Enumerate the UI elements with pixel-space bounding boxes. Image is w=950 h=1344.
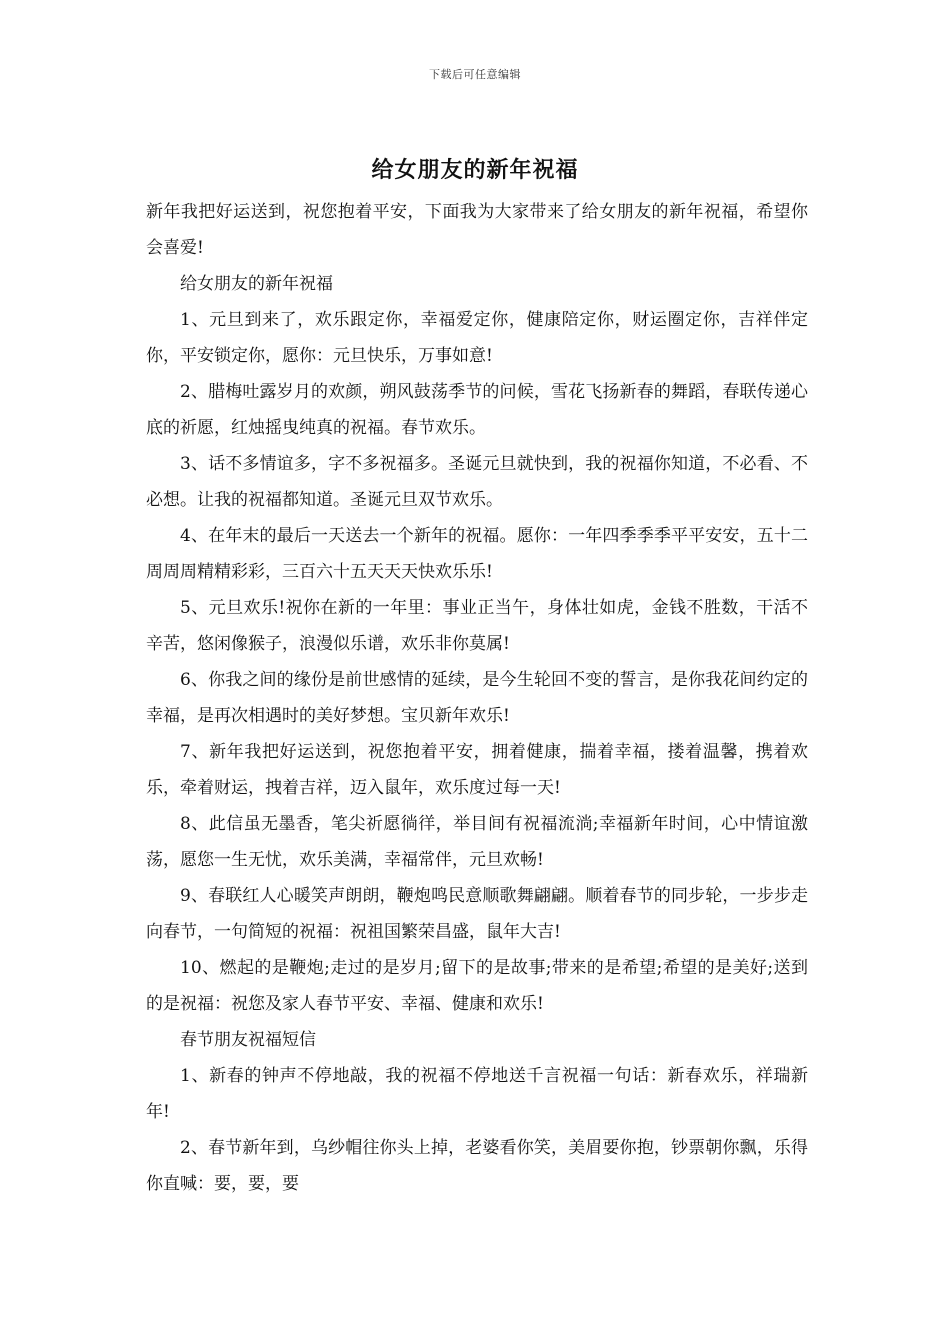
intro-paragraph: 新年我把好运送到，祝您抱着平安，下面我为大家带来了给女朋友的新年祝福，希望你会喜爱! bbox=[146, 202, 808, 258]
wish-item-2: 2、腊梅吐露岁月的欢颜，朔风鼓荡季节的问候，雪花飞扬新春的舞蹈，春联传递心底的祈愿，红烛摇曳纯真的祝福。春节欢乐。 bbox=[146, 382, 808, 438]
sms-item-1: 1、新春的钟声不停地敲，我的祝福不停地送千言祝福一句话：新春欢乐，祥瑞新年! bbox=[146, 1066, 808, 1122]
document-title: 给女朋友的新年祝福 bbox=[371, 157, 579, 183]
wish-item-4: 4、在年末的最后一天送去一个新年的祝福。愿你：一年四季季季平平安安，五十二周周周精精彩彩，三百六十五天天天快欢乐乐! bbox=[146, 526, 808, 582]
wish-item-10: 10、燃起的是鞭炮;走过的是岁月;留下的是故事;带来的是希望;希望的是美好;送到的是祝福：祝您及家人春节平安、幸福、健康和欢乐! bbox=[146, 958, 808, 1014]
section-heading-girlfriend-wishes: 给女朋友的新年祝福 bbox=[180, 274, 333, 294]
section-heading-friend-sms: 春节朋友祝福短信 bbox=[180, 1030, 316, 1050]
sms-item-2: 2、春节新年到，乌纱帽往你头上掉，老婆看你笑，美眉要你抱，钞票朝你飘，乐得你直喊：要，要，要 bbox=[146, 1138, 808, 1194]
wish-item-8: 8、此信虽无墨香，笔尖祈愿徜徉，举目间有祝福流淌;幸福新年时间，心中情谊激荡，愿您一生无忧，欢乐美满，幸福常伴，元旦欢畅! bbox=[146, 814, 808, 870]
wish-item-5: 5、元旦欢乐!祝你在新的一年里：事业正当午，身体壮如虎，金钱不胜数，干活不辛苦，悠闲像猴子，浪漫似乐谱，欢乐非你莫属! bbox=[146, 598, 808, 654]
wish-item-9: 9、春联红人心暖笑声朗朗，鞭炮鸣民意顺歌舞翩翩。顺着春节的同步轮，一步步走向春节，一句简短的祝福：祝祖国繁荣昌盛，鼠年大吉! bbox=[146, 886, 808, 942]
wish-item-6: 6、你我之间的缘份是前世感情的延续，是今生轮回不变的誓言，是你我花间约定的幸福，是再次相遇时的美好梦想。宝贝新年欢乐! bbox=[146, 670, 808, 726]
wish-item-3: 3、话不多情谊多，字不多祝福多。圣诞元旦就快到，我的祝福你知道，不必看、不必想。让我的祝福都知道。圣诞元旦双节欢乐。 bbox=[146, 454, 808, 510]
document-body bbox=[146, 194, 808, 1202]
wish-item-7: 7、新年我把好运送到，祝您抱着平安，拥着健康，揣着幸福，搂着温馨，携着欢乐，牵着财运，拽着吉祥，迈入鼠年，欢乐度过每一天! bbox=[146, 742, 808, 798]
wish-item-1: 1、元旦到来了，欢乐跟定你，幸福爱定你，健康陪定你，财运圈定你，吉祥伴定你，平安锁定你，愿你：元旦快乐，万事如意! bbox=[146, 310, 808, 366]
page-header-note: 下载后可任意编辑 bbox=[429, 68, 521, 81]
